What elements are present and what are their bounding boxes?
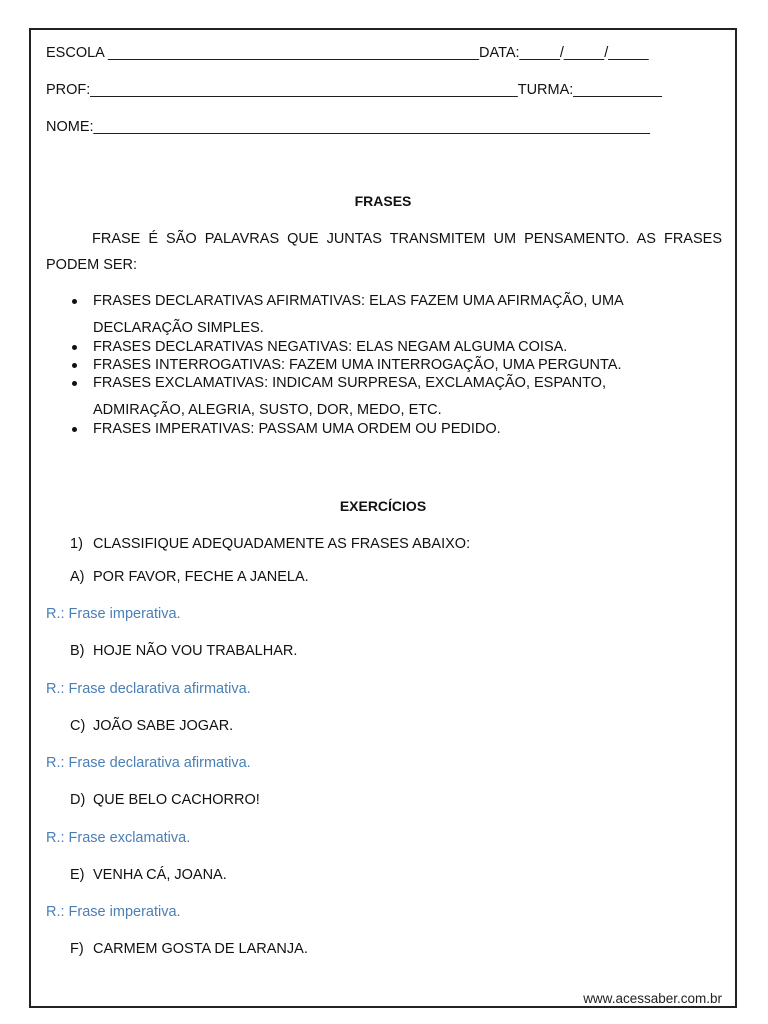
item-letter: D)	[70, 792, 86, 808]
answer-d: R.: Frase exclamativa.	[46, 830, 191, 846]
list-item	[93, 370, 673, 424]
intro-paragraph: FRASE É SÃO PALAVRAS QUE JUNTAS TRANSMITEM UM PENSAMENTO. AS FRASES PODEM SER:	[46, 231, 722, 273]
list-item-text: FRASES EXCLAMATIVAS: INDICAM SURPRESA, EXCLAMAÇÃO, ESPANTO, ADMIRAÇÃO, ALEGRIA, SUSTO, DOR, MEDO, ETC.	[93, 375, 606, 418]
page-border	[29, 28, 737, 1008]
item-sentence: CARMEM GOSTA DE LARANJA.	[93, 941, 308, 957]
exercise-item-d	[70, 791, 260, 809]
item-sentence: JOÃO SABE JOGAR.	[93, 718, 234, 734]
bullet-icon	[72, 345, 77, 350]
list-item-text: FRASES DECLARATIVAS AFIRMATIVAS: ELAS FAZEM UMA AFIRMAÇÃO, UMA DECLARAÇÃO SIMPLES.	[93, 293, 623, 336]
footer-website: www.acessaber.com.br	[583, 991, 722, 1006]
item-letter: B)	[70, 643, 85, 659]
item-letter: A)	[70, 569, 85, 585]
answer-c: R.: Frase declarativa afirmativa.	[46, 755, 251, 771]
list-item-text: FRASES INTERROGATIVAS: FAZEM UMA INTERROGAÇÃO, UMA PERGUNTA.	[93, 357, 622, 373]
item-sentence: QUE BELO CACHORRO!	[93, 792, 260, 808]
section-title-exercicios: EXERCÍCIOS	[339, 498, 427, 514]
answer-a: R.: Frase imperativa.	[46, 606, 181, 622]
exercise-item-b	[70, 642, 297, 660]
section-title-frases: FRASES	[354, 193, 412, 209]
answer-e: R.: Frase imperativa.	[46, 904, 181, 920]
school-date-line: ESCOLA ______________________________________________DATA:_____/_____/_____	[46, 45, 649, 61]
exercise-item-a	[70, 568, 309, 586]
item-sentence: POR FAVOR, FECHE A JANELA.	[93, 569, 309, 585]
list-item	[93, 420, 713, 438]
answer-b: R.: Frase declarativa afirmativa.	[46, 681, 251, 697]
item-letter: F)	[70, 941, 84, 957]
bullet-icon	[72, 427, 77, 432]
bullet-icon	[72, 381, 77, 386]
list-item-text: FRASES DECLARATIVAS NEGATIVAS: ELAS NEGAM ALGUMA COISA.	[93, 339, 568, 355]
item-sentence: VENHA CÁ, JOANA.	[93, 867, 227, 883]
student-name-line: NOME:_____________________________________________________________________	[46, 119, 650, 135]
list-item-text: FRASES IMPERATIVAS: PASSAM UMA ORDEM OU PEDIDO.	[93, 421, 501, 437]
bullet-icon	[72, 299, 77, 304]
exercise-item-f	[70, 940, 308, 958]
sentence-types-list	[93, 293, 713, 438]
question-text: CLASSIFIQUE ADEQUADAMENTE AS FRASES ABAIXO:	[93, 536, 471, 552]
item-letter: E)	[70, 867, 85, 883]
item-sentence: HOJE NÃO VOU TRABALHAR.	[93, 643, 298, 659]
list-item	[93, 288, 673, 342]
list-item	[93, 338, 713, 356]
exercise-item-c	[70, 717, 233, 735]
exercise-item-e	[70, 866, 227, 884]
bullet-icon	[72, 363, 77, 368]
question-1	[70, 535, 470, 553]
question-number: 1)	[70, 536, 83, 552]
teacher-class-line: PROF:_____________________________________________________TURMA:___________	[46, 82, 662, 98]
item-letter: C)	[70, 718, 86, 734]
